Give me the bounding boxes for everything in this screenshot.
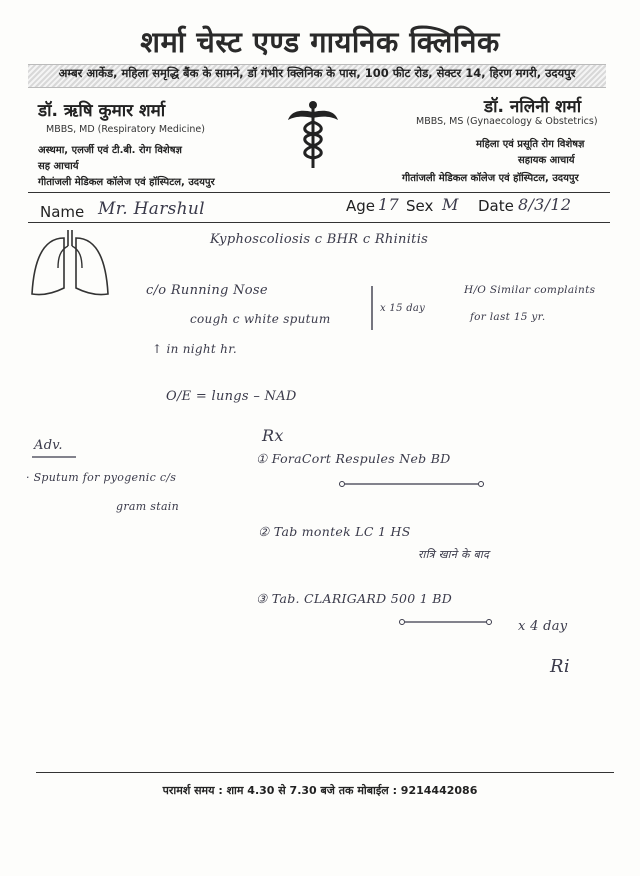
doctor-signature: Ri [550, 656, 570, 677]
clinic-address: अम्बर आर्केड, महिला समृद्धि बैंक के सामने, डॉ गंभीर क्लिनिक के पास, 100 फीट रोड, सेक्टर 14, हिरण मगरी, उदयपुर [58, 66, 576, 80]
sex-label: Sex [406, 197, 434, 215]
patient-age: 17 [378, 195, 399, 214]
night-note: ↑ in night hr. [152, 342, 238, 356]
complaint-note-1: c/o Running Nose [146, 283, 268, 298]
date-label: Date [478, 197, 514, 215]
rx-item-2-note: रात्रि खाने के बाद [418, 548, 490, 561]
rx-item-1: ① ForaCort Respules Neb BD [256, 451, 451, 466]
examination-note: O/E = lungs – NAD [166, 389, 297, 404]
advice-title: Adv. [34, 438, 63, 453]
rx-symbol: Rx [262, 426, 284, 445]
rx-item-1-dose-line [338, 480, 486, 488]
diagnosis-note: Kyphoscoliosis c BHR c Rhinitis [210, 232, 429, 247]
doctor-left-position: सह आचार्य [38, 161, 79, 172]
rx-item-3: ③ Tab. CLARIGARD 500 1 BD [256, 591, 453, 606]
doctor-left-name: डॉ. ऋषि कुमार शर्मा [38, 101, 166, 121]
advice-item-1: · Sputum for pyogenic c/s [26, 471, 177, 484]
doctor-left-college: गीतांजली मेडिकल कॉलेज एवं हॉस्पिटल, उदयपुर [38, 177, 215, 188]
history-note-1: H/O Similar complaints [464, 284, 596, 296]
bracket-line [370, 286, 374, 330]
rx-item-3-dose-line [398, 618, 494, 626]
doctor-left-specialty: अस्थमा, एलर्जी एवं टी.बी. रोग विशेषज्ञ [38, 145, 182, 156]
rx-item-2: ② Tab montek LC 1 HS [258, 524, 411, 539]
complaint-duration: x 15 day [380, 303, 426, 314]
rx-duration: x 4 day [518, 619, 568, 634]
consultation-timing: परामर्श समय : शाम 4.30 से 7.30 बजे तक मोबाईल : 9214442086 [162, 784, 478, 797]
lungs-icon [30, 228, 110, 300]
doctor-right-college: गीतांजली मेडिकल कॉलेज एवं हॉस्पिटल, उदयपुर [402, 173, 579, 184]
advice-item-2: gram stain [116, 500, 180, 513]
header-divider [28, 192, 610, 193]
footer-divider [36, 772, 614, 773]
caduceus-icon [288, 100, 338, 176]
doctor-left-degree: MBBS, MD (Respiratory Medicine) [46, 124, 205, 135]
name-label: Name [40, 203, 85, 221]
history-note-2: for last 15 yr. [470, 311, 546, 323]
advice-underline [32, 455, 78, 459]
patient-row-divider [28, 222, 610, 223]
prescription-date: 8/3/12 [518, 195, 572, 214]
age-label: Age [346, 197, 376, 215]
clinic-name: शर्मा चेस्ट एण्ड गायनिक क्लिनिक [140, 25, 500, 59]
patient-sex: M [442, 195, 459, 214]
patient-name: Mr. Harshul [98, 199, 205, 219]
doctor-right-name: डॉ. नलिनी शर्मा [484, 97, 582, 117]
complaint-note-2: cough c white sputum [190, 312, 331, 326]
doctor-right-degree: MBBS, MS (Gynaecology & Obstetrics) [416, 116, 598, 127]
doctor-right-position: सहायक आचार्य [518, 155, 575, 166]
doctor-right-specialty: महिला एवं प्रसूति रोग विशेषज्ञ [476, 139, 585, 150]
